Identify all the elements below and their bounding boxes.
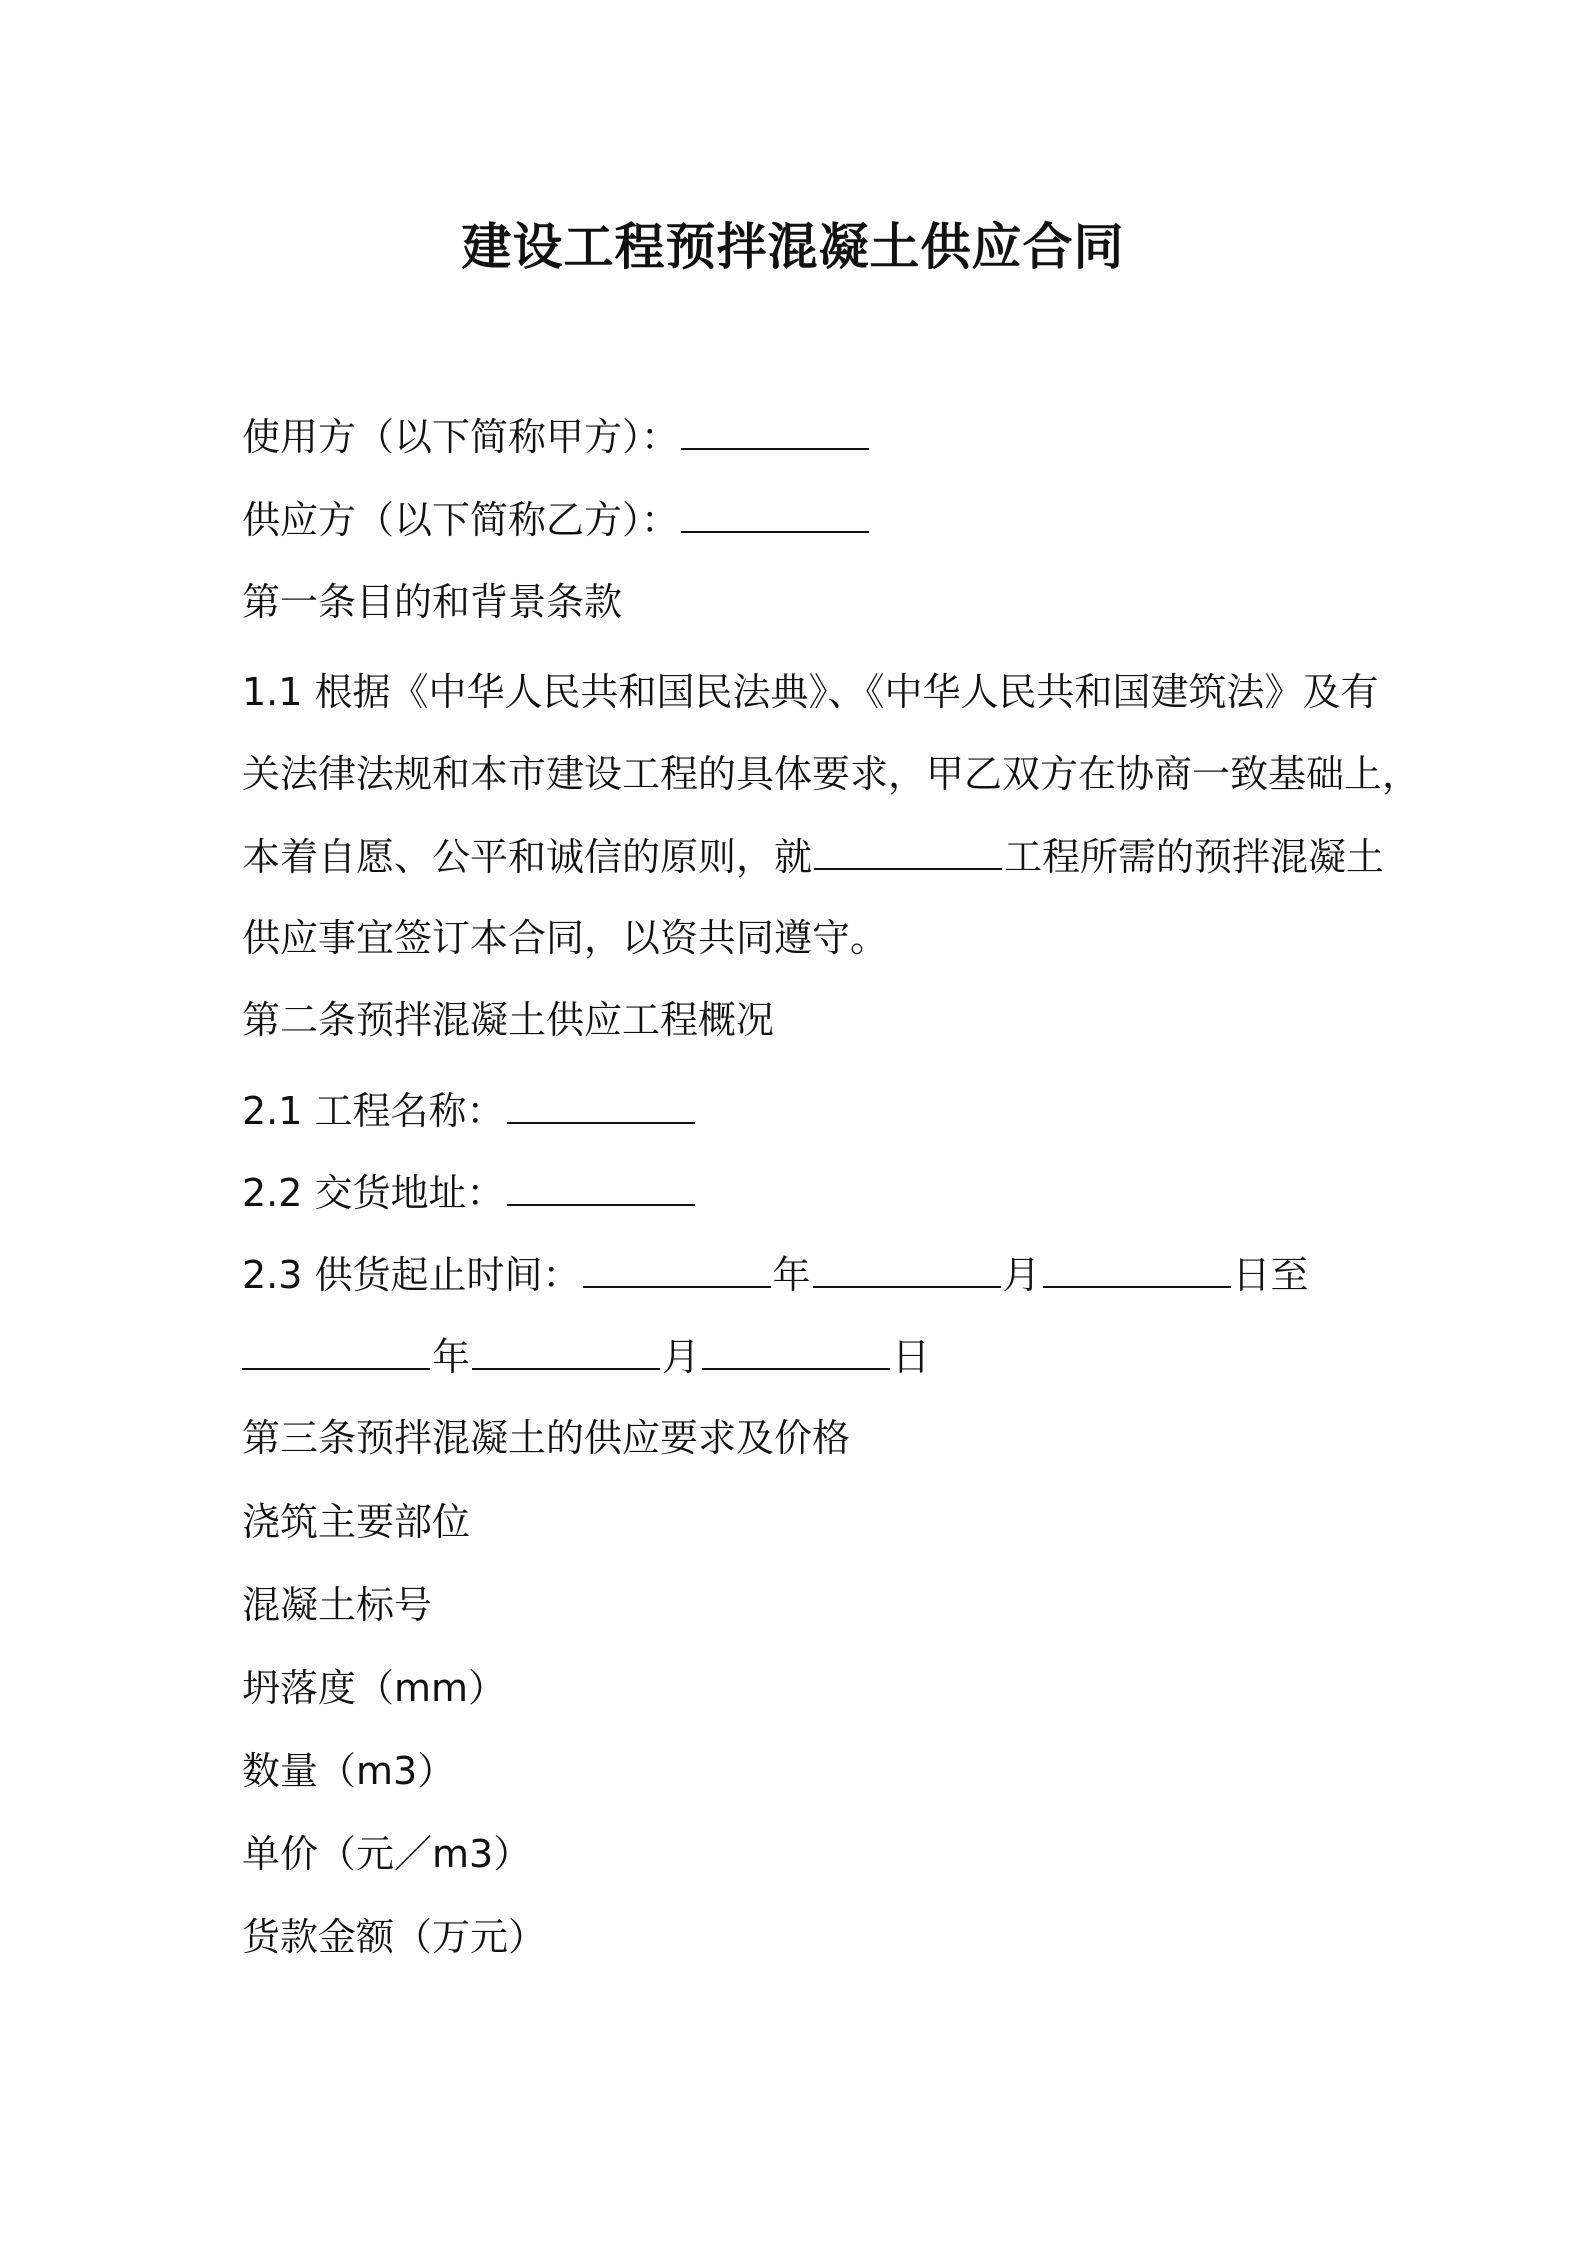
article3-item-quantity: 数量（m3）	[242, 1749, 456, 1793]
article3-item-pouring-location: 浇筑主要部位	[242, 1500, 471, 1544]
project-name-blank-inline	[814, 828, 1002, 870]
supply-period-line1	[242, 1246, 1309, 1303]
start-day-to-unit: 日至	[1232, 1253, 1309, 1297]
article2-heading: 第二条预拌混凝土供应工程概况	[242, 998, 775, 1042]
project-name-line	[242, 1082, 697, 1139]
document-title: 建设工程预拌混凝土供应合同	[461, 218, 1125, 276]
article1-heading: 第一条目的和背景条款	[242, 580, 623, 624]
project-name-label: 2.1 工程名称：	[242, 1089, 505, 1133]
delivery-address-label: 2.2 交货地址：	[242, 1171, 505, 1215]
party-b-line	[242, 491, 871, 548]
article1-para-line3-after: 工程所需的预拌混凝土	[1004, 835, 1385, 879]
party-b-label: 供应方（以下简称乙方）：	[242, 498, 680, 542]
start-month-blank	[813, 1246, 1001, 1288]
delivery-address-blank	[507, 1164, 695, 1206]
article1-para-line3	[242, 828, 1384, 885]
article1-para-line4: 供应事宜签订本合同，以资共同遵守。	[242, 916, 889, 960]
article3-item-concrete-grade: 混凝土标号	[242, 1583, 433, 1627]
start-month-unit: 月	[1002, 1253, 1041, 1297]
end-day-blank	[702, 1328, 890, 1370]
start-year-unit: 年	[772, 1253, 811, 1297]
party-a-label: 使用方（以下简称甲方）：	[242, 415, 680, 459]
start-year-blank	[583, 1246, 771, 1288]
end-day-unit: 日	[892, 1335, 931, 1379]
article3-item-payment-amount: 货款金额（万元）	[242, 1915, 547, 1959]
project-name-blank	[507, 1082, 695, 1124]
article3-item-unit-price: 单价（元／m3）	[242, 1832, 532, 1876]
article1-para-line1: 1.1 根据《中华人民共和国民法典》、《中华人民共和国建筑法》及有	[242, 670, 1379, 714]
article3-item-slump: 坍落度（mm）	[242, 1666, 507, 1710]
end-year-blank	[242, 1328, 430, 1370]
end-year-unit: 年	[432, 1335, 471, 1379]
delivery-address-line	[242, 1164, 697, 1221]
supply-period-label: 2.3 供货起止时间：	[242, 1253, 581, 1297]
article3-heading: 第三条预拌混凝土的供应要求及价格	[242, 1416, 851, 1460]
end-month-blank	[472, 1328, 660, 1370]
start-day-blank	[1043, 1246, 1231, 1288]
party-a-line	[242, 408, 871, 465]
party-b-blank	[681, 491, 869, 533]
article1-para-line3-before: 本着自愿、公平和诚信的原则，就	[242, 835, 813, 879]
end-month-unit: 月	[662, 1335, 701, 1379]
article1-para-line2: 关法律法规和本市建设工程的具体要求，甲乙双方在协商一致基础上，	[242, 752, 1421, 796]
supply-period-line2	[242, 1328, 930, 1385]
party-a-blank	[681, 408, 869, 450]
